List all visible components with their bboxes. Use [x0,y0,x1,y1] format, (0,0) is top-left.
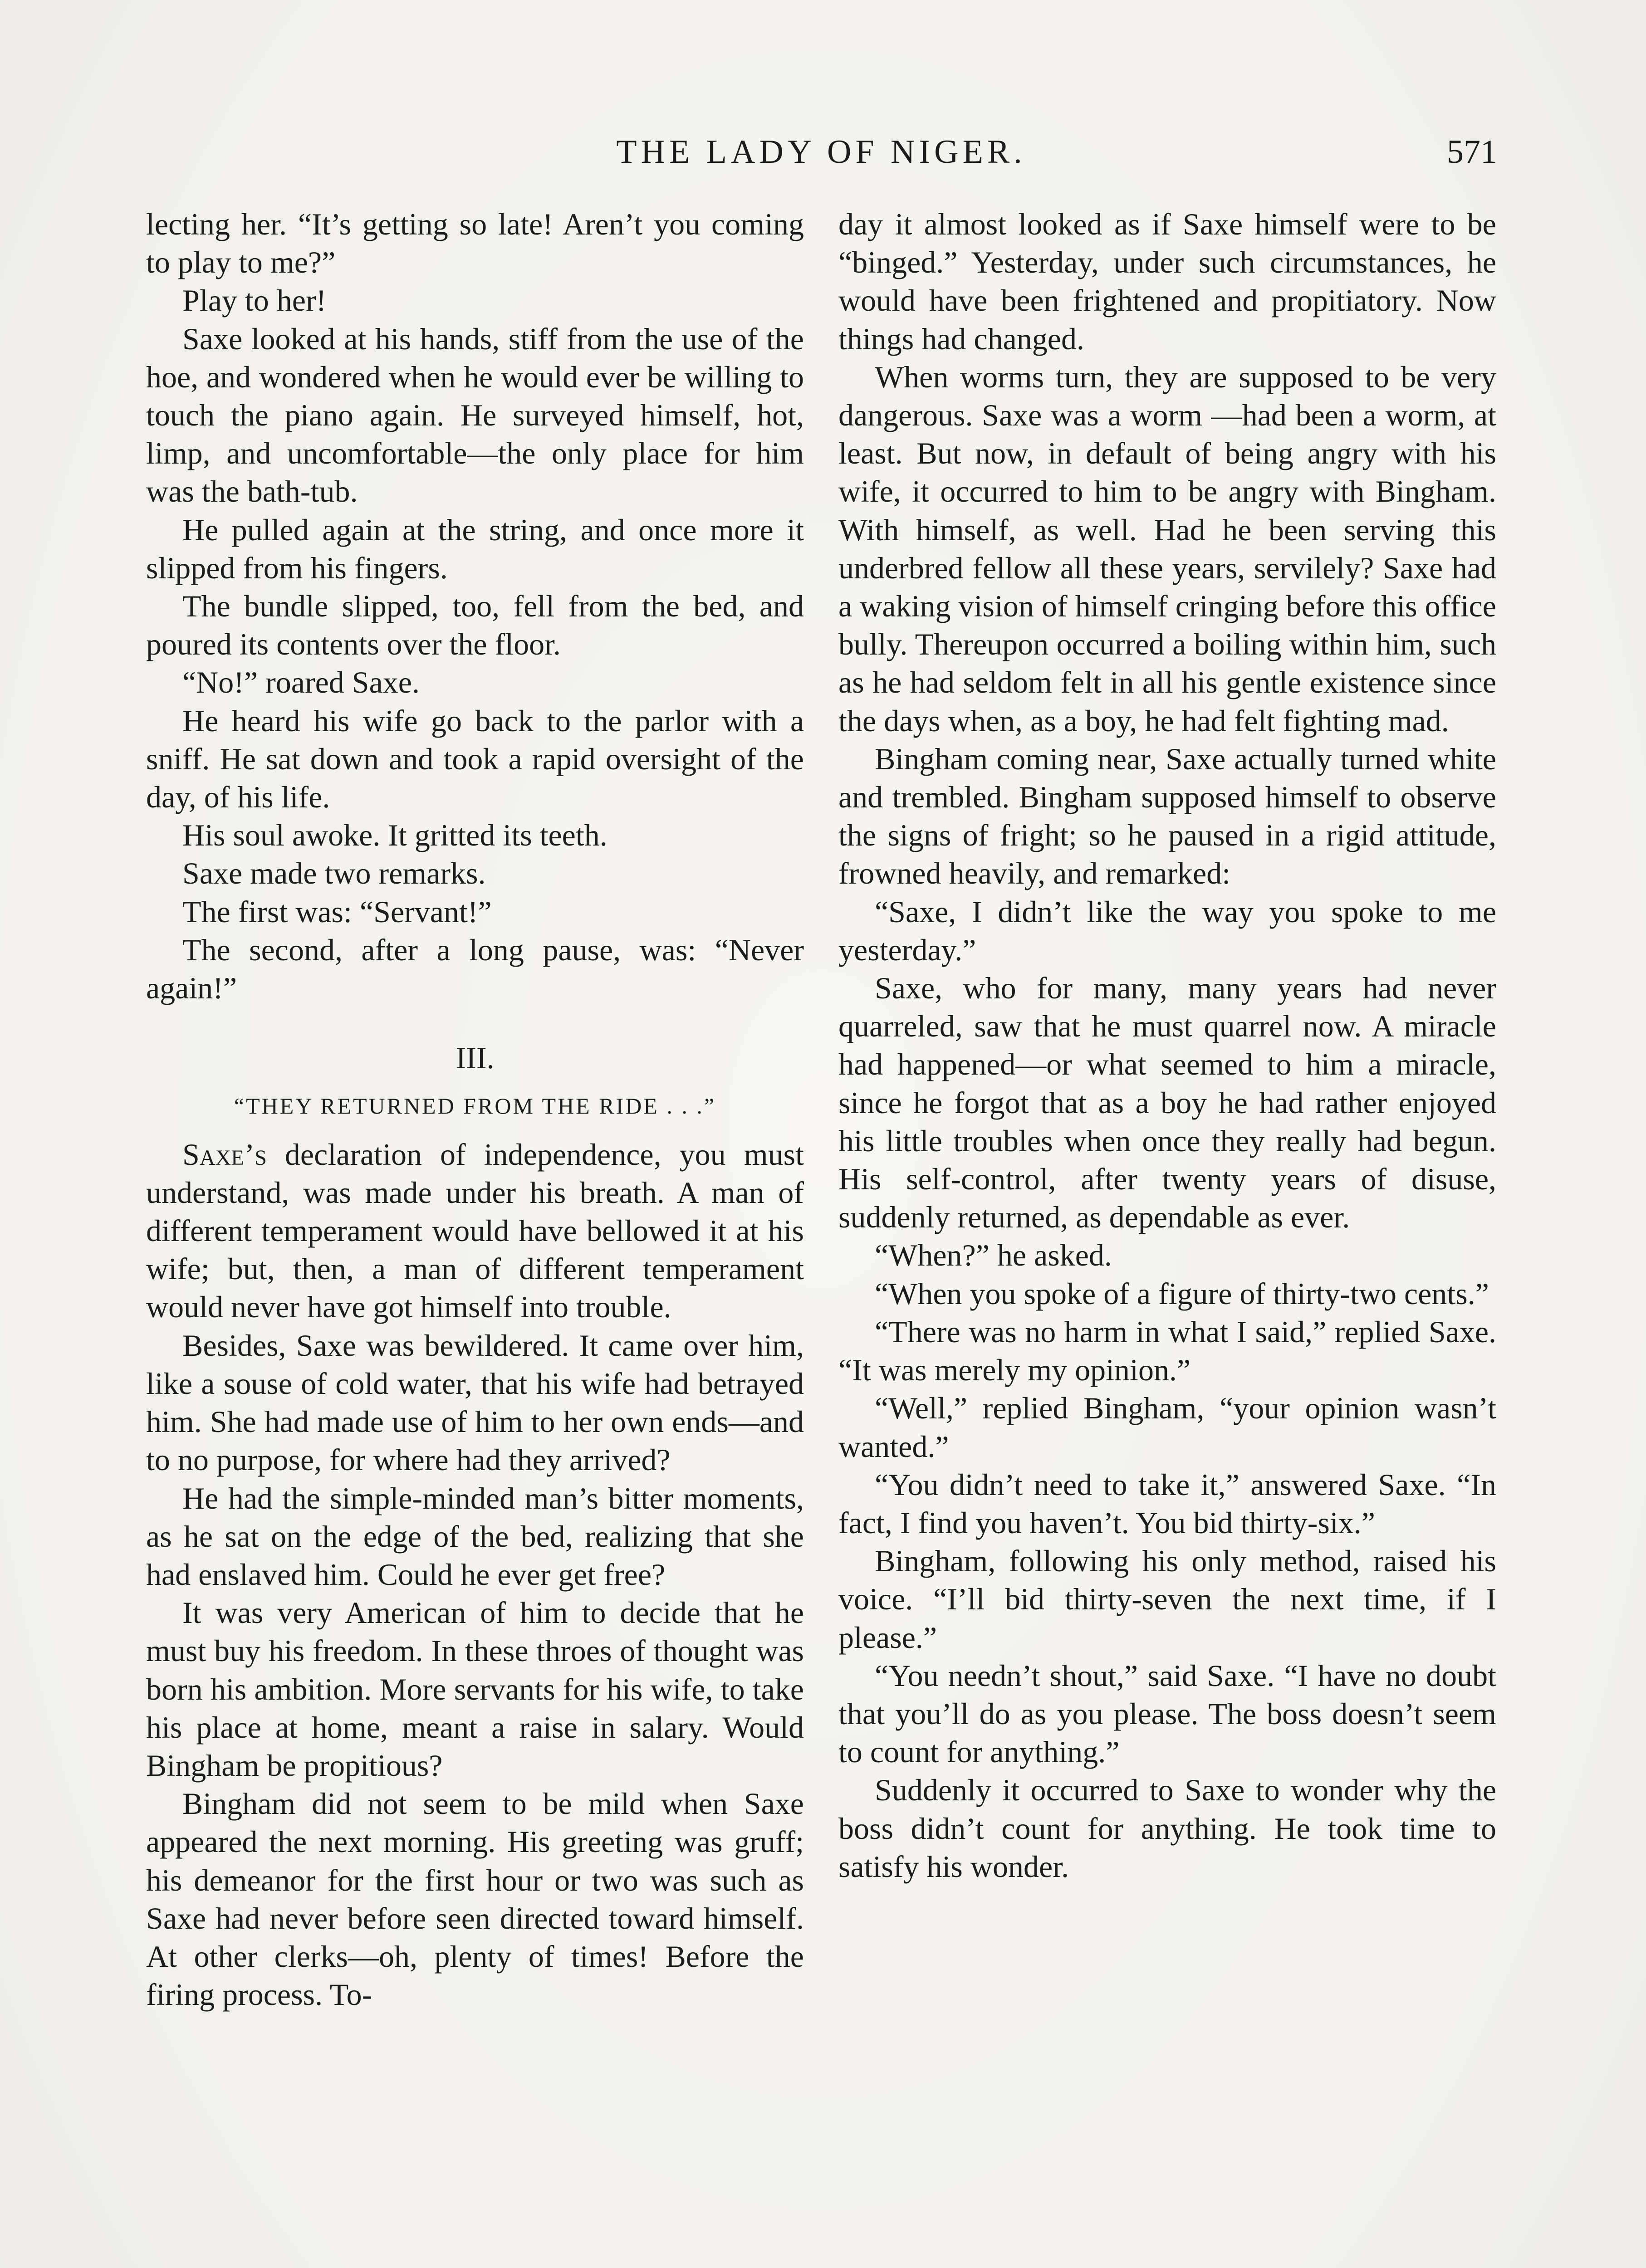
paragraph: Bingham did not seem to be mild when Saxe appeared the next morning. His greeting was gruff; his demeanor for the first hour or two was such as Saxe had never before seen directed toward himself. At other clerks—oh, plenty of times! Before the firing process. To- [146,1786,804,2012]
paragraph: He pulled again at the string, and once more it slipped from his fingers. [146,512,804,585]
page-number: 571 [1447,133,1497,171]
paragraph: The bundle slipped, too, fell from the bed, and poured its contents over the floor. [146,589,804,662]
page-header [145,127,1497,181]
paragraph: The first was: “Servant!” [182,894,492,929]
paragraph: “There was no harm in what I said,” replied Saxe. “It was merely my opinion.” [838,1314,1496,1388]
paragraph: “No!” roared Saxe. [182,665,420,700]
paragraph: He heard his wife go back to the parlor with a sniff. He sat down and took a rapid oversight of the day, of his life. [146,703,804,815]
section-subtitle: “THEY RETURNED FROM THE RIDE . . .” [234,1093,716,1119]
paragraph: “Saxe, I didn’t like the way you spoke to me yesterday.” [838,894,1496,967]
paragraph-text: declaration of independence, you must understand, was made under his breath. A man of different temperament would have bellowed it at his wife; but, then, a man of different temperament would never have got himself into trouble. [146,1137,804,1325]
paragraph: He had the simple-minded man’s bitter moments, as he sat on the edge of the bed, realizing that she had enslaved him. Could he ever get free? [146,1481,804,1592]
paragraph: Suddenly it occurred to Saxe to wonder why the boss didn’t count for anything. He took time to satisfy his wonder. [838,1773,1496,1884]
paragraph: The second, after a long pause, was: “Never again!” [146,932,804,1006]
paragraph [146,1135,804,1326]
right-column [838,205,1496,1886]
section-lead-word: Saxe’s [182,1137,267,1172]
paragraph: Saxe made two remarks. [182,856,486,891]
paragraph: “When you spoke of a figure of thirty-two cents.” [875,1276,1489,1311]
section-number: III. [456,1041,495,1075]
paragraph: “Well,” replied Bingham, “your opinion wasn’t wanted.” [838,1391,1496,1464]
paragraph: Bingham coming near, Saxe actually turned white and trembled. Bingham supposed himself to observe the signs of fright; so he paused in a rigid attitude, frowned heavily, and remarked: [838,741,1496,891]
paragraph: When worms turn, they are supposed to be very dangerous. Saxe was a worm —had been a worm, at least. But now, in default of being angry with his wife, it occurred to him to be angry with Bingham. With himself, as well. Had he been serving this underbred fellow all these years, servilely? Saxe had a waking vision of himself cringing before this office bully. Thereupon occurred a boiling within him, such as he had seldom felt in all his gentle existence since the days when, as a boy, he had felt fighting mad. [838,359,1496,738]
paragraph: “You didn’t need to take it,” answered Saxe. “In fact, I find you haven’t. You bid thirty-six.” [838,1467,1496,1540]
paragraph: It was very American of him to decide that he must buy his freedom. In these throes of thought was born his ambition. More servants for his wife, to take his place at home, meant a raise in salary. Would Bingham be propitious? [146,1595,804,1783]
paragraph: “When?” he asked. [875,1238,1112,1273]
paragraph: His soul awoke. It gritted its teeth. [182,818,607,853]
paragraph: Play to her! [182,283,327,318]
paragraph: Saxe looked at his hands, stiff from the use of the hoe, and wondered when he would ever be willing to touch the piano again. He surveyed himself, hot, limp, and uncomfortable—the only place for him was the bath-tub. [146,321,804,509]
running-title: THE LADY OF NIGER. [616,133,1026,171]
left-column [146,205,804,2014]
paragraph: “You needn’t shout,” said Saxe. “I have no doubt that you’ll do as you please. The boss doesn’t seem to count for anything.” [838,1658,1496,1769]
paragraph: day it almost looked as if Saxe himself were to be “binged.” Yesterday, under such circumstances, he would have been frightened and propitiatory. Now things had changed. [838,207,1496,356]
paragraph: Besides, Saxe was bewildered. It came over him, like a souse of cold water, that his wife had betrayed him. She had made use of him to her own ends—and to no purpose, for where had they arrived? [146,1328,804,1477]
paragraph: Bingham, following his only method, raised his voice. “I’ll bid thirty-seven the next time, if I please.” [838,1544,1496,1655]
paragraph: lecting her. “It’s getting so late! Aren’t you coming to play to me?” [146,207,804,280]
paragraph: Saxe, who for many, many years had never quarreled, saw that he must quarrel now. A miracle had happened—or what seemed to him a miracle, since he forgot that as a boy he had rather enjoyed his little troubles when once they really had begun. His self-control, after twenty years of disuse, suddenly returned, as dependable as ever. [838,971,1496,1235]
